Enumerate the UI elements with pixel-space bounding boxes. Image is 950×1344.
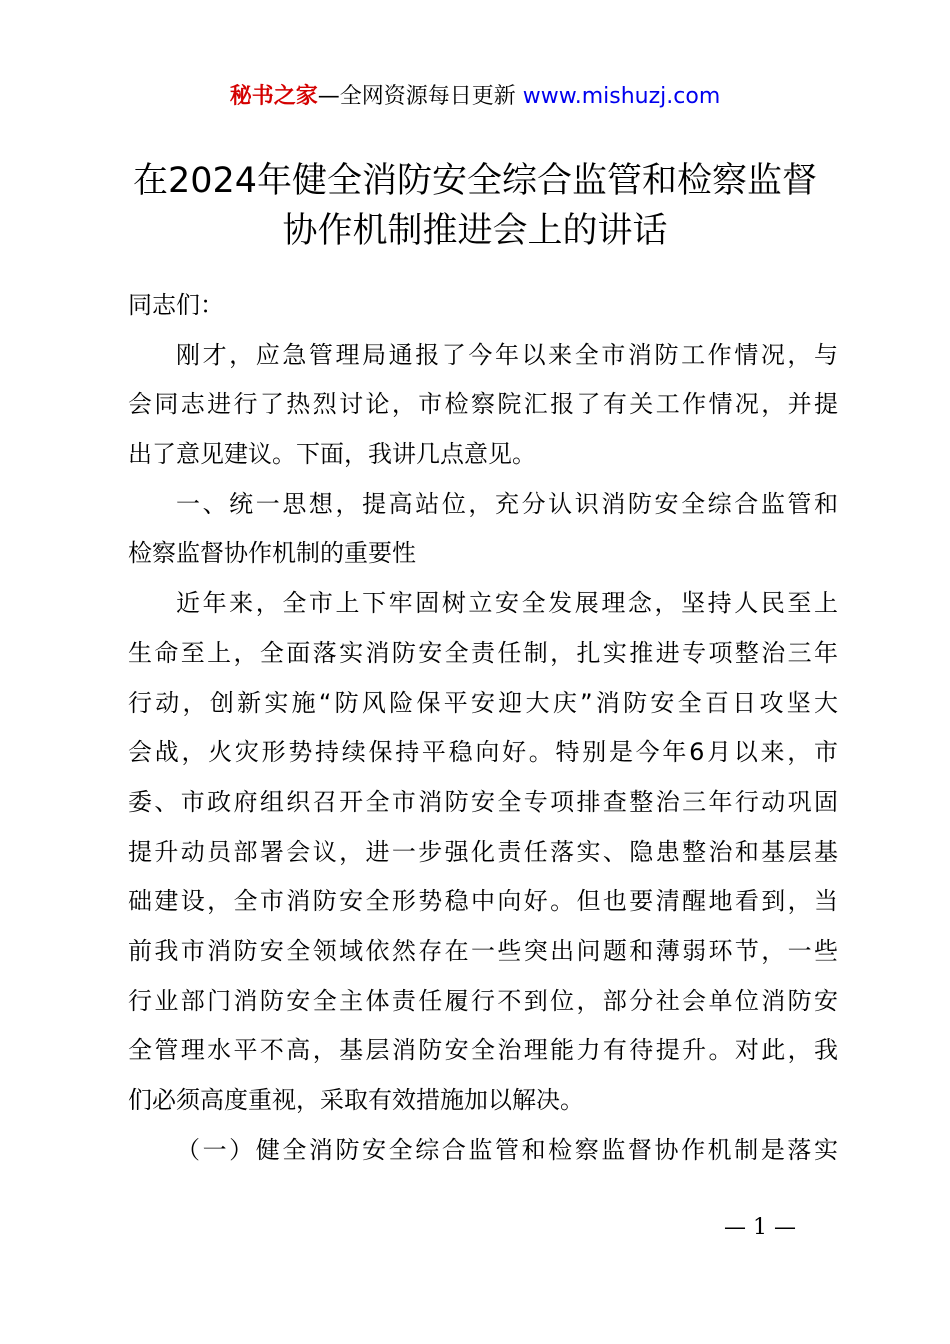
site-banner (0, 80, 950, 114)
site-brand: 秘书之家 (229, 84, 318, 109)
paragraph-line: 会战，火灾形势持续保持平稳向好。特别是今年6月以来，市 (128, 738, 838, 767)
paragraph-line: 全管理水平不高，基层消防安全治理能力有待提升。对此，我 (128, 1036, 838, 1065)
paragraph-line: （一）健全消防安全综合监管和检察监督协作机制是落实 (176, 1135, 838, 1164)
title-line-1: 在2024年健全消防安全综合监管和检察监督 (132, 161, 818, 201)
paragraph-line: 委、市政府组织召开全市消防安全专项排查整治三年行动巩固 (128, 787, 838, 816)
paragraph-line: 础建设，全市消防安全形势稳中向好。但也要清醒地看到，当 (128, 887, 838, 916)
paragraph-line: 提升动员部署会议，进一步强化责任落实、隐患整治和基层基 (128, 837, 838, 866)
paragraph-line: 行业部门消防安全主体责任履行不到位，部分社会单位消防安 (128, 986, 838, 1015)
paragraph-line: 行动，创新实施“防风险保平安迎大庆”消防安全百日攻坚大 (128, 688, 838, 717)
document-title (100, 156, 850, 256)
document-body (128, 281, 838, 1175)
paragraph-line: 们必须高度重视，采取有效措施加以解决。 (128, 1086, 584, 1114)
paragraph-line: 前我市消防安全领域依然存在一些突出问题和薄弱环节，一些 (128, 936, 838, 965)
greeting: 同志们： (128, 291, 224, 319)
site-url-link[interactable]: www.mishuzj.com (522, 84, 721, 109)
title-line-2: 协作机制推进会上的讲话 (282, 211, 668, 251)
paragraph-line: 会同志进行了热烈讨论，市检察院汇报了有关工作情况，并提 (128, 390, 838, 419)
site-slogan: —全网资源每日更新 (317, 84, 523, 109)
paragraph-line: 生命至上，全面落实消防安全责任制，扎实推进专项整治三年 (128, 638, 838, 667)
page-number: — 1 — (724, 1215, 796, 1240)
section-heading-line: 检察监督协作机制的重要性 (128, 539, 416, 568)
paragraph-line: 近年来，全市上下牢固树立安全发展理念，坚持人民至上 (176, 589, 838, 618)
section-heading-line: 一、统一思想，提高站位，充分认识消防安全综合监管和 (176, 489, 838, 518)
paragraph-line: 出了意见建议。下面，我讲几点意见。 (128, 440, 536, 469)
paragraph-line: 刚才，应急管理局通报了今年以来全市消防工作情况，与 (176, 340, 838, 369)
